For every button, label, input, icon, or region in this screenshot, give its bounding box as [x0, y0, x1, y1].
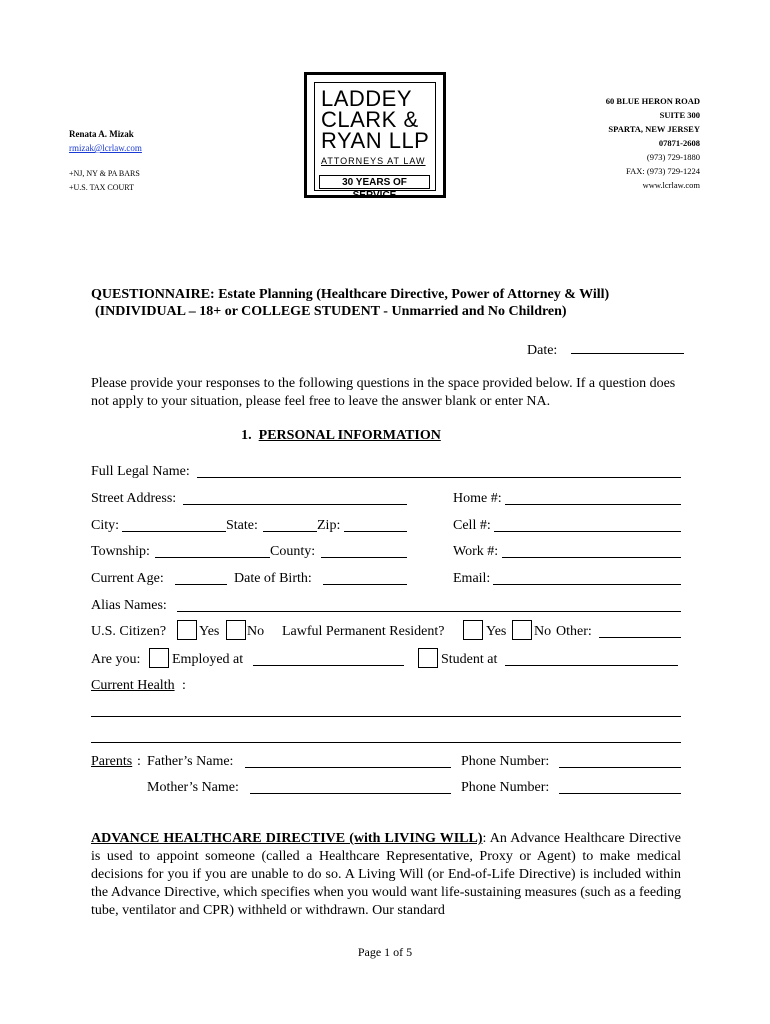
- advance-directive-heading: ADVANCE HEALTHCARE DIRECTIVE (with LIVING WILL): [91, 831, 483, 846]
- other-label: Other:: [556, 624, 592, 639]
- address-web: www.lcrlaw.com: [642, 180, 700, 190]
- section-title: PERSONAL INFORMATION: [258, 428, 441, 443]
- row-mother: [91, 779, 681, 799]
- date-label: Date:: [527, 343, 558, 358]
- mothers-name-label: Mother’s Name:: [147, 780, 239, 795]
- bar-admission-line: +NJ, NY & PA BARS: [69, 169, 140, 178]
- bar-admissions: [69, 169, 140, 197]
- cell-phone-field[interactable]: [494, 517, 681, 532]
- current-health-label: Current Health: [91, 678, 175, 693]
- firm-address: [606, 94, 700, 192]
- intro-paragraph: Please provide your responses to the following questions in the space provided below. If a question does not apply to your situation, please feel free to leave the answer blank or enter NA.: [91, 376, 676, 409]
- row-current-health: [91, 677, 681, 697]
- date-row: [527, 340, 684, 359]
- address-suite: SUITE 300: [659, 110, 700, 120]
- logo-subtitle: ATTORNEYS AT LAW: [321, 156, 426, 166]
- mothers-name-field[interactable]: [250, 779, 451, 794]
- student-at-label: Student at: [441, 652, 498, 667]
- questionnaire-title: [91, 286, 609, 320]
- address-zip: 07871-2608: [658, 138, 700, 148]
- work-phone-field[interactable]: [502, 543, 681, 558]
- firm-logo-inner: [314, 82, 436, 201]
- address-phone: (973) 729-1880: [646, 152, 700, 162]
- student-checkbox[interactable]: [418, 648, 438, 668]
- attorney-name: Renata A. Mizak: [69, 129, 134, 139]
- student-at-field[interactable]: [505, 651, 678, 666]
- date-field[interactable]: [571, 340, 684, 354]
- us-citizen-yes-label: Yes: [199, 624, 220, 639]
- street-address-field[interactable]: [183, 490, 407, 505]
- row-city: [91, 517, 681, 537]
- title-line-2: (INDIVIDUAL – 18+ or COLLEGE STUDENT - Unmarried and No Children): [95, 304, 567, 319]
- father-phone-field[interactable]: [559, 753, 681, 768]
- us-citizen-label: U.S. Citizen?: [91, 624, 167, 639]
- row-alias-names: [91, 597, 681, 617]
- state-field[interactable]: [263, 517, 317, 532]
- lpr-no-label: No: [534, 624, 552, 639]
- parents-label: Parents: [91, 754, 133, 769]
- zip-label: Zip:: [317, 518, 341, 533]
- logo-line: RYAN LLP: [321, 128, 430, 153]
- date-of-birth-field[interactable]: [323, 570, 407, 585]
- county-field[interactable]: [321, 543, 407, 558]
- address-city: SPARTA, NEW JERSEY: [608, 124, 700, 134]
- work-phone-label: Work #:: [453, 544, 499, 559]
- us-citizen-no-checkbox[interactable]: [226, 620, 246, 640]
- lpr-no-checkbox[interactable]: [512, 620, 532, 640]
- current-health-line-1[interactable]: [91, 716, 681, 717]
- mother-phone-label: Phone Number:: [461, 780, 550, 795]
- section-number: 1.: [241, 428, 252, 443]
- row-township: [91, 543, 681, 563]
- firm-logo: [304, 72, 446, 201]
- address-fax: FAX: (973) 729-1224: [626, 166, 700, 176]
- fathers-name-field[interactable]: [245, 753, 451, 768]
- alias-names-field[interactable]: [177, 597, 681, 612]
- cell-phone-label: Cell #:: [453, 518, 491, 533]
- attorney-email-link[interactable]: rmizak@lcrlaw.com: [69, 143, 142, 153]
- current-health-colon: :: [182, 678, 186, 693]
- bar-admission-line: +U.S. TAX COURT: [69, 182, 135, 192]
- lpr-yes-label: Yes: [486, 624, 507, 639]
- row-full-legal-name: [91, 463, 681, 483]
- us-citizen-no-label: No: [247, 624, 265, 639]
- street-address-label: Street Address:: [91, 491, 177, 506]
- employed-checkbox[interactable]: [149, 648, 169, 668]
- city-field[interactable]: [122, 517, 226, 532]
- logo-line: LADDEY: [321, 86, 413, 111]
- row-street-address: [91, 490, 681, 510]
- alias-names-label: Alias Names:: [91, 598, 167, 613]
- row-are-you: [91, 651, 681, 671]
- row-father: [91, 753, 681, 773]
- email-field[interactable]: [493, 570, 681, 585]
- parents-colon: :: [137, 754, 141, 769]
- logo-banner: 30 YEARS OF SERVICE: [319, 175, 430, 189]
- fathers-name-label: Father’s Name:: [147, 754, 234, 769]
- email-label: Email:: [453, 571, 491, 586]
- row-age: [91, 570, 681, 590]
- city-label: City:: [91, 518, 120, 533]
- home-phone-field[interactable]: [505, 490, 681, 505]
- current-age-label: Current Age:: [91, 571, 164, 586]
- lpr-label: Lawful Permanent Resident?: [282, 624, 445, 639]
- father-phone-label: Phone Number:: [461, 754, 550, 769]
- employed-at-field[interactable]: [253, 651, 404, 666]
- township-field[interactable]: [155, 543, 270, 558]
- section-heading: [91, 428, 591, 444]
- township-label: Township:: [91, 544, 150, 559]
- lpr-yes-checkbox[interactable]: [463, 620, 483, 640]
- address-street: 60 BLUE HERON ROAD: [605, 96, 700, 106]
- county-label: County:: [270, 544, 316, 559]
- full-legal-name-field[interactable]: [197, 463, 681, 478]
- date-of-birth-label: Date of Birth:: [234, 571, 312, 586]
- page-footer: Page 1 of 5: [357, 945, 413, 959]
- state-label: State:: [226, 518, 258, 533]
- employed-at-label: Employed at: [172, 652, 244, 667]
- full-legal-name-label: Full Legal Name:: [91, 464, 190, 479]
- current-health-line-2[interactable]: [91, 742, 681, 743]
- are-you-label: Are you:: [91, 652, 141, 667]
- zip-field[interactable]: [344, 517, 407, 532]
- mother-phone-field[interactable]: [559, 779, 681, 794]
- other-field[interactable]: [599, 623, 681, 638]
- title-line-1: QUESTIONNAIRE: Estate Planning (Healthcare Directive, Power of Attorney & Will): [91, 287, 610, 302]
- home-phone-label: Home #:: [453, 491, 502, 506]
- current-age-field[interactable]: [175, 570, 227, 585]
- row-citizenship: [91, 623, 681, 643]
- logo-line: CLARK &: [321, 107, 419, 132]
- advance-directive-paragraph: [91, 830, 681, 920]
- advance-directive-body: : An Advance Healthcare Directive is used to appoint someone (called a Healthcare Representative, Proxy or Agent) to make medical decisions for you if you are unable to do so. A Living Will (or End-of-Life Directive) is included within the Advance Directive, which specifies when you would want life-sustaining measures (such as a feeding tube, ventilator and CPR) withheld or withdrawn. Our standard: [91, 831, 681, 918]
- us-citizen-yes-checkbox[interactable]: [177, 620, 197, 640]
